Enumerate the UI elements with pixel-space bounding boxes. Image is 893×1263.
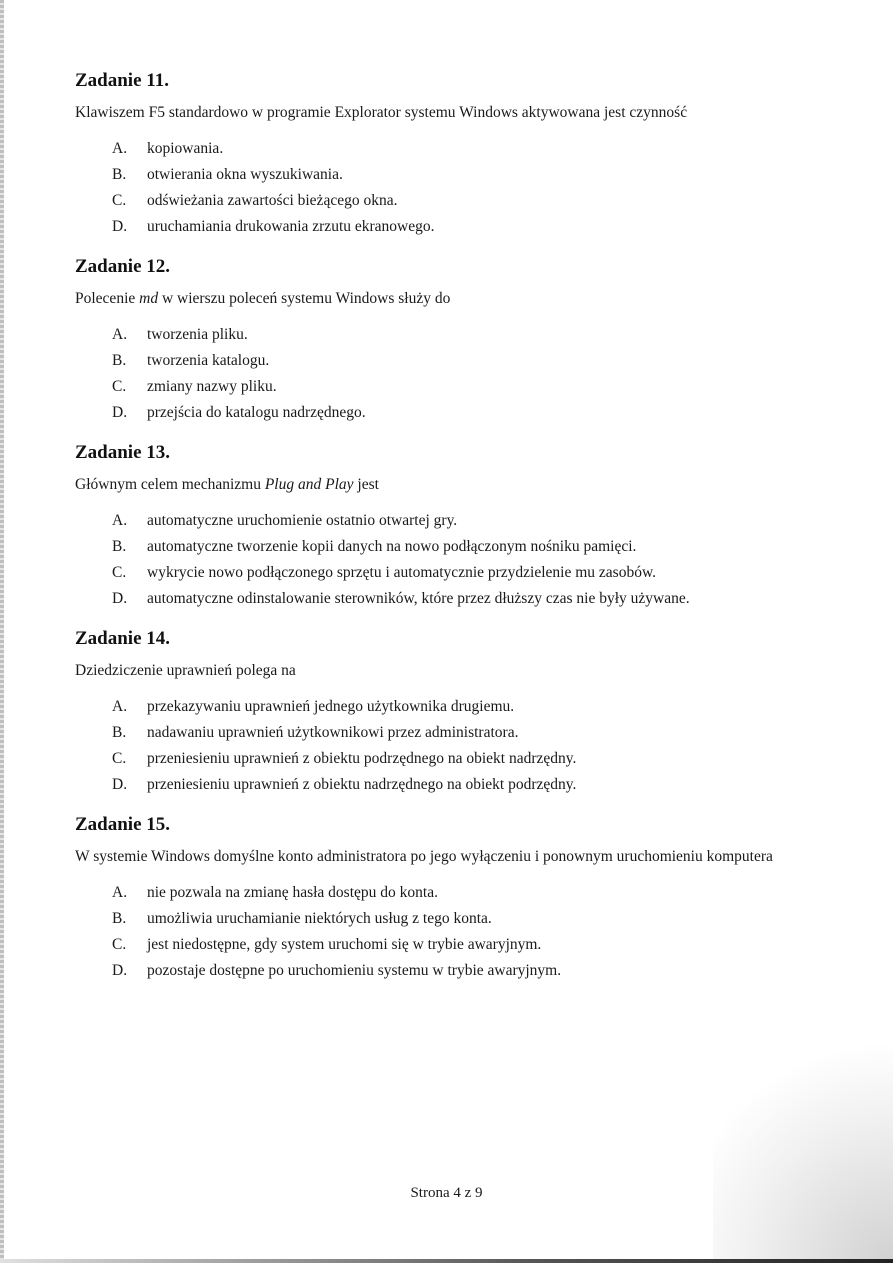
answer-text: automatyczne uruchomienie ostatnio otwartej gry.: [147, 512, 458, 529]
answer-text: otwierania okna wyszukiwania.: [147, 166, 343, 183]
answer-text: tworzenia katalogu.: [147, 352, 270, 369]
answer-letter: B.: [112, 538, 127, 555]
scan-left-edge: [0, 0, 4, 1263]
answer-letter: B.: [112, 166, 127, 183]
task-14: [75, 628, 835, 798]
answer-letter: D.: [112, 776, 128, 793]
answer-letter: A.: [112, 884, 128, 901]
answer-letter: D.: [112, 404, 128, 421]
answer-option-a[interactable]: [75, 508, 835, 534]
question-text: Dziedziczenie uprawnień polega na: [75, 662, 296, 679]
answer-text: kopiowania.: [147, 140, 224, 157]
answer-letter: C.: [112, 564, 127, 581]
answer-text: przejścia do katalogu nadrzędnego.: [147, 404, 366, 421]
task-question: [75, 658, 835, 684]
answer-text: jest niedostępne, gdy system uruchomi się w trybie awaryjnym.: [147, 936, 542, 953]
question-text: Głównym celem mechanizmu: [75, 476, 265, 493]
task-question: [75, 286, 835, 312]
task-title: Zadanie 14.: [75, 628, 171, 649]
answer-text: pozostaje dostępne po uruchomieniu systemu w trybie awaryjnym.: [147, 962, 562, 979]
answer-text: tworzenia pliku.: [147, 326, 248, 343]
question-term: Plug and Play: [264, 476, 354, 493]
answer-letter: B.: [112, 910, 127, 927]
task-12: [75, 256, 835, 426]
answer-text: nadawaniu uprawnień użytkownikowi przez administratora.: [147, 724, 519, 741]
answer-text: automatyczne odinstalowanie sterowników, które przez dłuższy czas nie były używane.: [147, 590, 690, 607]
answer-option-a[interactable]: [75, 880, 835, 906]
answer-option-d[interactable]: [75, 772, 835, 798]
answer-list: [75, 508, 835, 612]
scan-corner-shadow: [713, 1003, 893, 1263]
answer-text: nie pozwala na zmianę hasła dostępu do konta.: [147, 884, 438, 901]
answer-letter: A.: [112, 326, 128, 343]
question-text: Polecenie: [75, 290, 140, 307]
answer-letter: C.: [112, 192, 127, 209]
answer-text: wykrycie nowo podłączonego sprzętu i automatycznie przydzielenie mu zasobów.: [147, 564, 657, 581]
answer-letter: A.: [112, 512, 128, 529]
answer-option-c[interactable]: [75, 188, 835, 214]
answer-text: przeniesieniu uprawnień z obiektu podrzędnego na obiekt nadrzędny.: [147, 750, 577, 767]
page-number: Strona 4 z 9: [410, 1185, 483, 1201]
task-title: Zadanie 15.: [75, 814, 171, 835]
answer-list: [75, 136, 835, 240]
question-text-end: w wierszu poleceń systemu Windows służy do: [158, 290, 451, 307]
task-title: Zadanie 13.: [75, 442, 171, 463]
answer-option-a[interactable]: [75, 322, 835, 348]
question-command: md: [139, 290, 159, 307]
answer-letter: C.: [112, 750, 127, 767]
answer-option-b[interactable]: [75, 906, 835, 932]
question-text-end: jest: [353, 476, 379, 493]
answer-option-b[interactable]: [75, 348, 835, 374]
answer-option-c[interactable]: [75, 746, 835, 772]
task-13: [75, 442, 835, 612]
answer-letter: D.: [112, 962, 128, 979]
answer-option-c[interactable]: [75, 374, 835, 400]
answer-letter: A.: [112, 140, 128, 157]
answer-text: uruchamiania drukowania zrzutu ekranowego.: [147, 218, 435, 235]
answer-option-d[interactable]: [75, 214, 835, 240]
answer-option-d[interactable]: [75, 586, 835, 612]
answer-text: przeniesieniu uprawnień z obiektu nadrzędnego na obiekt podrzędny.: [147, 776, 577, 793]
answer-option-c[interactable]: [75, 932, 835, 958]
answer-letter: C.: [112, 378, 127, 395]
answer-text: umożliwia uruchamianie niektórych usług z tego konta.: [147, 910, 492, 927]
task-title: Zadanie 12.: [75, 256, 171, 277]
question-text: W systemie Windows domyślne konto administratora po jego wyłączeniu i ponownym uruchomieniu komputera: [75, 848, 773, 865]
answer-letter: D.: [112, 590, 128, 607]
task-question: [75, 100, 835, 126]
answer-option-a[interactable]: [75, 694, 835, 720]
answer-option-b[interactable]: [75, 534, 835, 560]
answer-list: [75, 322, 835, 426]
answer-option-a[interactable]: [75, 136, 835, 162]
scan-bottom-edge: [0, 1259, 893, 1263]
answer-text: automatyczne tworzenie kopii danych na nowo podłączonym nośniku pamięci.: [147, 538, 637, 555]
task-question: [75, 844, 830, 870]
answer-option-c[interactable]: [75, 560, 835, 586]
question-text: Klawiszem F5 standardowo w programie Explorator systemu Windows aktywowana jest czynność: [75, 104, 688, 121]
answer-option-b[interactable]: [75, 720, 835, 746]
task-11: [75, 70, 835, 240]
answer-letter: B.: [112, 352, 127, 369]
answer-list: [75, 880, 835, 984]
task-question: [75, 472, 835, 498]
answer-text: odświeżania zawartości bieżącego okna.: [147, 192, 398, 209]
answer-letter: C.: [112, 936, 127, 953]
task-15: [75, 814, 835, 984]
task-title: Zadanie 11.: [75, 70, 169, 91]
answer-letter: D.: [112, 218, 128, 235]
answer-option-d[interactable]: [75, 958, 835, 984]
answer-letter: B.: [112, 724, 127, 741]
answer-option-d[interactable]: [75, 400, 835, 426]
answer-letter: A.: [112, 698, 128, 715]
answer-text: zmiany nazwy pliku.: [147, 378, 277, 395]
answer-list: [75, 694, 835, 798]
answer-option-b[interactable]: [75, 162, 835, 188]
answer-text: przekazywaniu uprawnień jednego użytkownika drugiemu.: [147, 698, 515, 715]
